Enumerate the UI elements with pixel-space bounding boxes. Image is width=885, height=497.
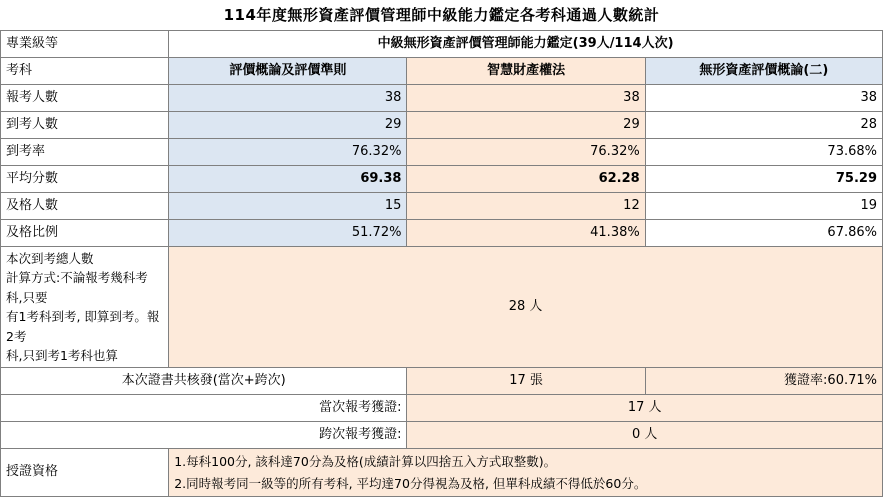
qualification-rules (169, 449, 883, 497)
subject-header-2: 智慧財產權法 (407, 58, 645, 85)
cell-attendance-rate-3: 73.68% (645, 139, 882, 166)
table-row (1, 85, 883, 112)
cell-applicants-1: 38 (169, 85, 407, 112)
table-row (1, 139, 883, 166)
cell-applicants-2: 38 (407, 85, 645, 112)
subject-label: 考科 (1, 58, 169, 85)
cell-average-score-2: 62.28 (407, 166, 645, 193)
statistics-table (0, 30, 883, 497)
cert-total-label: 本次證書共核發(當次+跨次) (1, 368, 407, 395)
attendance-note-line-4: 科,只到考1考科也算 (6, 347, 118, 363)
attendance-note-line-3: 有1考科到考, 即算到考。報2考 (6, 309, 160, 344)
attendance-note-line-2: 計算方式:不論報考幾科考科,只要 (6, 270, 148, 305)
table-row (1, 166, 883, 193)
row-label-applicants: 報考人數 (1, 85, 169, 112)
grade-value: 中級無形資產評價管理師能力鑑定(39人/114人次) (169, 31, 883, 58)
cell-pass-rate-2: 41.38% (407, 220, 645, 247)
grade-label: 專業級等 (1, 31, 169, 58)
cell-attendees-2: 29 (407, 112, 645, 139)
attendance-note-line-1: 本次到考總人數 (6, 251, 94, 266)
cell-average-score-1: 69.38 (169, 166, 407, 193)
cell-average-score-3: 75.29 (645, 166, 882, 193)
cell-pass-count-2: 12 (407, 193, 645, 220)
cell-pass-rate-3: 67.86% (645, 220, 882, 247)
qualification-rule-2: 2.同時報考同一級等的所有考科, 平均達70分得視為及格, 但單科成績不得低於60分。 (174, 475, 647, 491)
table-row (1, 220, 883, 247)
cert-total-value: 17 張 (407, 368, 645, 395)
subject-header-1: 評價概論及評價準則 (169, 58, 407, 85)
page-title: 114年度無形資產評價管理師中級能力鑑定各考科通過人數統計 (223, 6, 660, 24)
table-row-cert-cross (1, 422, 883, 449)
table-row (1, 193, 883, 220)
row-label-pass-count: 及格人數 (1, 193, 169, 220)
row-label-attendees: 到考人數 (1, 112, 169, 139)
qualification-rule-1: 1.每科100分, 該科達70分為及格(成績計算以四捨五入方式取整數)。 (174, 454, 557, 470)
row-label-attendance-rate: 到考率 (1, 139, 169, 166)
cert-current-label: 當次報考獲證: (1, 395, 407, 422)
table-row-attendance-note (1, 247, 883, 368)
row-label-pass-rate: 及格比例 (1, 220, 169, 247)
cert-current-value: 17 人 (407, 395, 883, 422)
table-row-subject-header (1, 58, 883, 85)
cert-cross-label: 跨次報考獲證: (1, 422, 407, 449)
table-row-cert-current (1, 395, 883, 422)
table-row-cert-total (1, 368, 883, 395)
cell-attendance-rate-2: 76.32% (407, 139, 645, 166)
cell-attendees-1: 29 (169, 112, 407, 139)
attendance-total-value: 28 人 (169, 247, 883, 368)
cell-pass-count-1: 15 (169, 193, 407, 220)
cert-rate-value: 獲證率:60.71% (645, 368, 882, 395)
cell-attendance-rate-1: 76.32% (169, 139, 407, 166)
row-label-average-score: 平均分數 (1, 166, 169, 193)
table-row (1, 112, 883, 139)
table-row-grade (1, 31, 883, 58)
attendance-note-label (1, 247, 169, 368)
cell-attendees-3: 28 (645, 112, 882, 139)
subject-header-3: 無形資產評價概論(二) (645, 58, 882, 85)
cert-cross-value: 0 人 (407, 422, 883, 449)
table-row-qualification (1, 449, 883, 497)
qualification-label: 授證資格 (1, 449, 169, 497)
cell-applicants-3: 38 (645, 85, 882, 112)
cell-pass-rate-1: 51.72% (169, 220, 407, 247)
cell-pass-count-3: 19 (645, 193, 882, 220)
